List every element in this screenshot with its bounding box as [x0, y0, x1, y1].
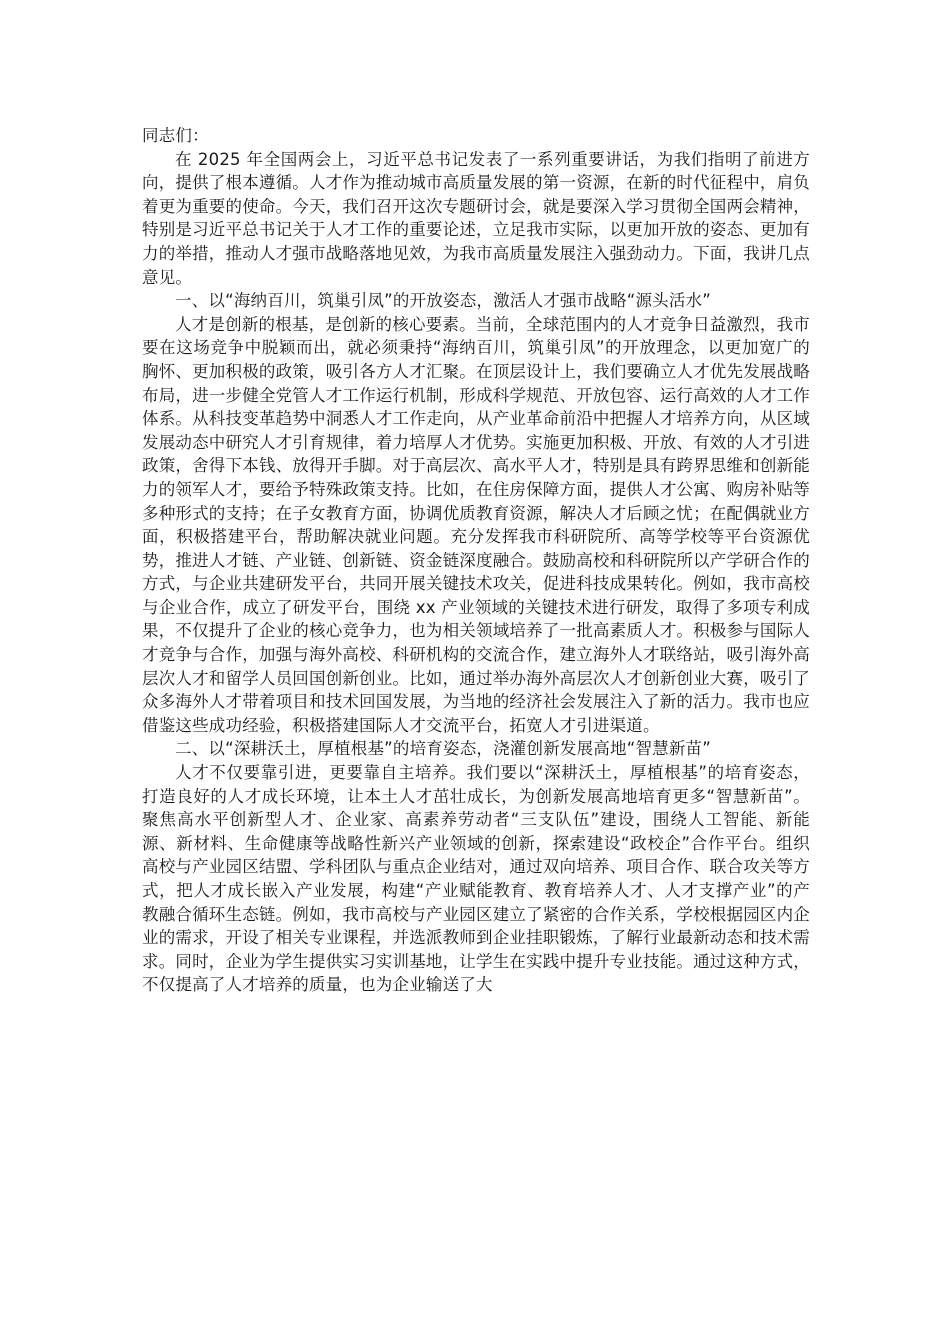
section-2-body: 人才不仅要靠引进，更要靠自主培养。我们要以“深耕沃土，厚植根基”的培育姿态，打造良好的人才成长环境，让本土人才茁壮成长，为创新发展高地培育更多“智慧新苗”。聚焦高水平创新型人才、企业家、高素养劳动者“三支队伍”建设，围绕人工智能、新能源、新材料、生命健康等战略性新兴产业领域的创新，探索建设“政校企”合作平台。组织高校与产业园区结盟、学科团队与重点企业结对，通过双向培养、项目合作、联合攻关等方式，把人才成长嵌入产业发展，构建“产业赋能教育、教育培养人才、人才支撑产业”的产教融合循环生态链。例如，我市高校与产业园区建立了紧密的合作关系，学校根据园区内企业的需求，开设了相关专业课程，并选派教师到企业挂职锻炼，了解行业最新动态和技术需求。同时，企业为学生提供实习实训基地，让学生在实践中提升专业技能。通过这种方式，不仅提高了人才培养的质量，也为企业输送了大: [142, 763, 810, 995]
document-page: [142, 124, 810, 997]
section-1-body: 人才是创新的根基，是创新的核心要素。当前，全球范围内的人才竞争日益激烈，我市要在这场竞争中脱颖而出，就必须秉持“海纳百川，筑巢引凤”的开放理念，以更加宽广的胸怀、更加积极的政策，吸引各方人才汇聚。在顶层设计上，我们要确立人才优先发展战略布局，进一步健全党管人才工作运行机制，形成科学规范、开放包容、运行高效的人才工作体系。从科技变革趋势中洞悉人才工作走向，从产业革命前沿中把握人才培养方向，从区域发展动态中研究人才引育规律，着力培厚人才优势。实施更加积极、开放、有效的人才引进政策，舍得下本钱、放得开手脚。对于高层次、高水平人才，特别是具有跨界思维和创新能力的领军人才，要给予特殊政策支持。比如，在住房保障方面，提供人才公寓、购房补贴等多种形式的支持；在子女教育方面，协调优质教育资源，解决人才后顾之忧；在配偶就业方面，积极搭建平台，帮助解决就业问题。充分发挥我市科研院所、高等学校等平台资源优势，推进人才链、产业链、创新链、资金链深度融合。鼓励高校和科研院所以产学研合作的方式，与企业共建研发平台，共同开展关键技术攻关，促进科技成果转化。例如，我市高校与企业合作，成立了研发平台，围绕 xx 产业领域的关键技术进行研发，取得了多项专利成果，不仅提升了企业的核心竞争力，也为相关领域培养了一批高素质人才。积极参与国际人才竞争与合作，加强与海外高校、科研机构的交流合作，建立海外人才联络站，吸引海外高层次人才和留学人员回国创新创业。比如，通过举办海外高层次人才创新创业大赛，吸引了众多海外人才带着项目和技术回国发展，为当地的经济社会发展注入了新的活力。我市也应借鉴这些成功经验，积极搭建国际人才交流平台，拓宽人才引进渠道。: [142, 314, 810, 735]
salutation: 同志们：: [142, 126, 209, 145]
section-1-heading: 一、以“海纳百川，筑巢引凤”的开放姿态，激活人才强市战略“源头活水”: [175, 291, 711, 311]
intro-paragraph: 在 2025 年全国两会上，习近平总书记发表了一系列重要讲话，为我们指明了前进方向，提供了根本遵循。人才作为推动城市高质量发展的第一资源，在新的时代征程中，肩负着更为重要的使命。今天，我们召开这次专题研讨会，就是要深入学习贯彻全国两会精神，特别是习近平总书记关于人才工作的重要论述，立足我市实际，以更加开放的姿态、更加有力的举措，推动人才强市战略落地见效，为我市高质量发展注入强劲动力。下面，我讲几点意见。: [142, 149, 810, 287]
section-2-heading: 二、以“深耕沃土，厚植根基”的培育姿态，浇灌创新发展高地“智慧新苗”: [175, 739, 711, 759]
